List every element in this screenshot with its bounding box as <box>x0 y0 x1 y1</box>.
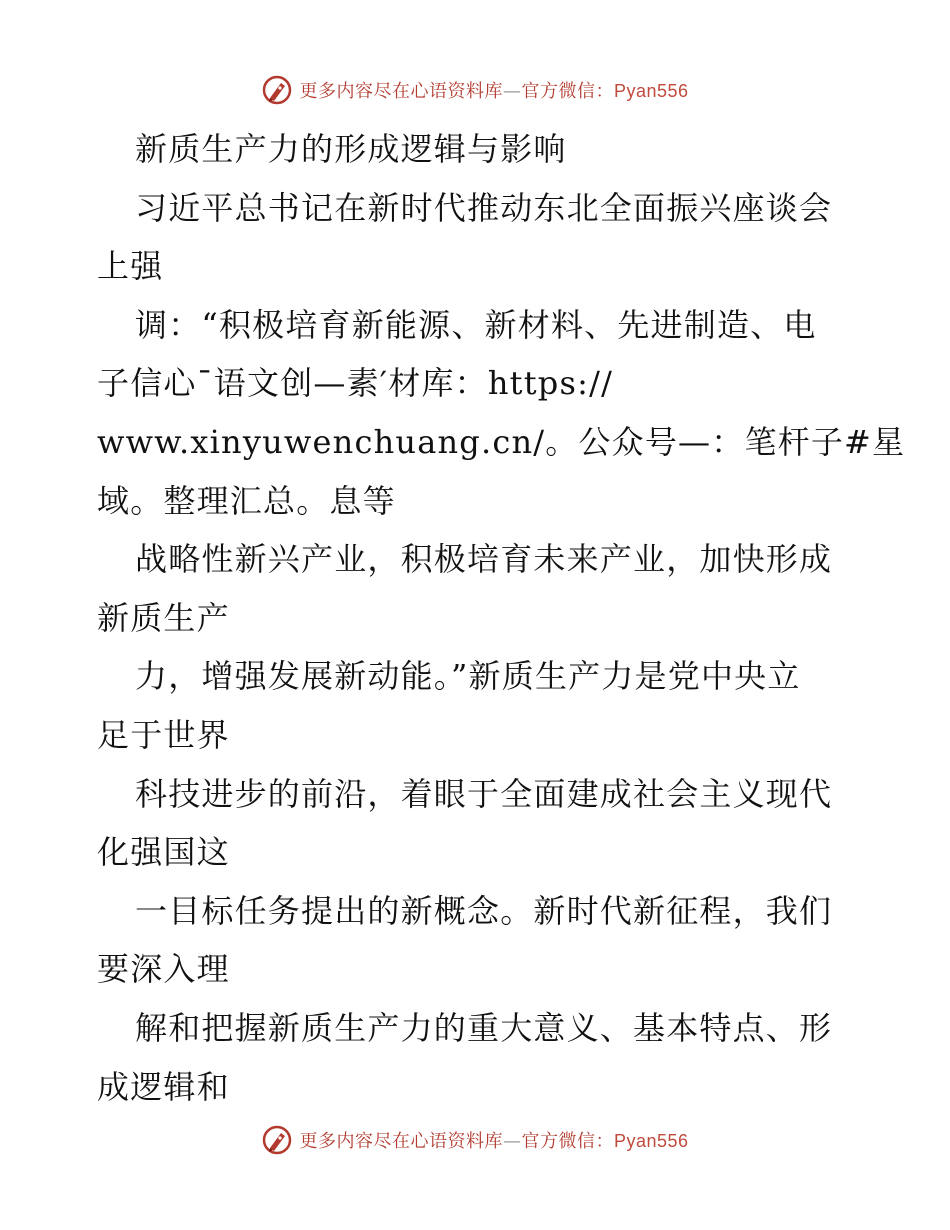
text-line: 调：“积极培育新能源、新材料、先进制造、电 <box>135 305 817 344</box>
header-banner-inner <box>261 74 688 106</box>
text-line: 科技进步的前沿，着眼于全面建成社会主义现代 <box>135 774 833 813</box>
text-line: 解和把握新质生产力的重大意义、基本特点、形 <box>135 1008 833 1047</box>
text-line: 新质生产 <box>97 598 230 637</box>
banner-wechat-account: Pyan556 <box>613 1131 689 1151</box>
text-line: 域。整理汇总。息等 <box>97 481 396 520</box>
text-line: 力，增强发展新动能。”新质生产力是党中央立 <box>135 657 801 696</box>
document-title: 新质生产力的形成逻辑与影响 <box>135 130 567 168</box>
text-line: 上强 <box>97 247 164 286</box>
header-banner <box>0 70 950 110</box>
banner-slogan: 更多内容尽在心语资料库 <box>299 81 503 102</box>
text-line: 一目标任务提出的新概念。新时代新征程，我们 <box>135 891 833 930</box>
document-body <box>97 120 906 1116</box>
banner-wechat-label: 官方微信： <box>521 1131 614 1152</box>
pen-nib-logo-icon <box>261 74 293 106</box>
banner-wechat-label: 官方微信： <box>521 81 614 102</box>
text-line: 足于世界 <box>97 715 230 754</box>
banner-dash: — <box>502 81 522 102</box>
text-line: 成逻辑和 <box>97 1067 230 1106</box>
banner-wechat-account: Pyan556 <box>613 81 689 101</box>
text-line: 战略性新兴产业，积极培育未来产业，加快形成 <box>135 540 833 579</box>
footer-banner-inner <box>261 1124 688 1156</box>
footer-banner <box>0 1120 950 1160</box>
header-banner-text <box>299 77 688 103</box>
text-line: 子信心¯语文创—素′材库：https:// <box>97 364 614 403</box>
text-line: www.xinyuwenchuang.cn/。公众号—：笔杆子#星 <box>97 422 906 461</box>
footer-banner-text <box>299 1127 688 1153</box>
banner-dash: — <box>502 1131 522 1152</box>
text-line: 要深入理 <box>97 950 230 989</box>
text-line: 习近平总书记在新时代推动东北全面振兴座谈会 <box>135 188 833 227</box>
banner-slogan: 更多内容尽在心语资料库 <box>299 1131 503 1152</box>
pen-nib-logo-icon <box>261 1124 293 1156</box>
text-line: 化强国这 <box>97 833 230 872</box>
